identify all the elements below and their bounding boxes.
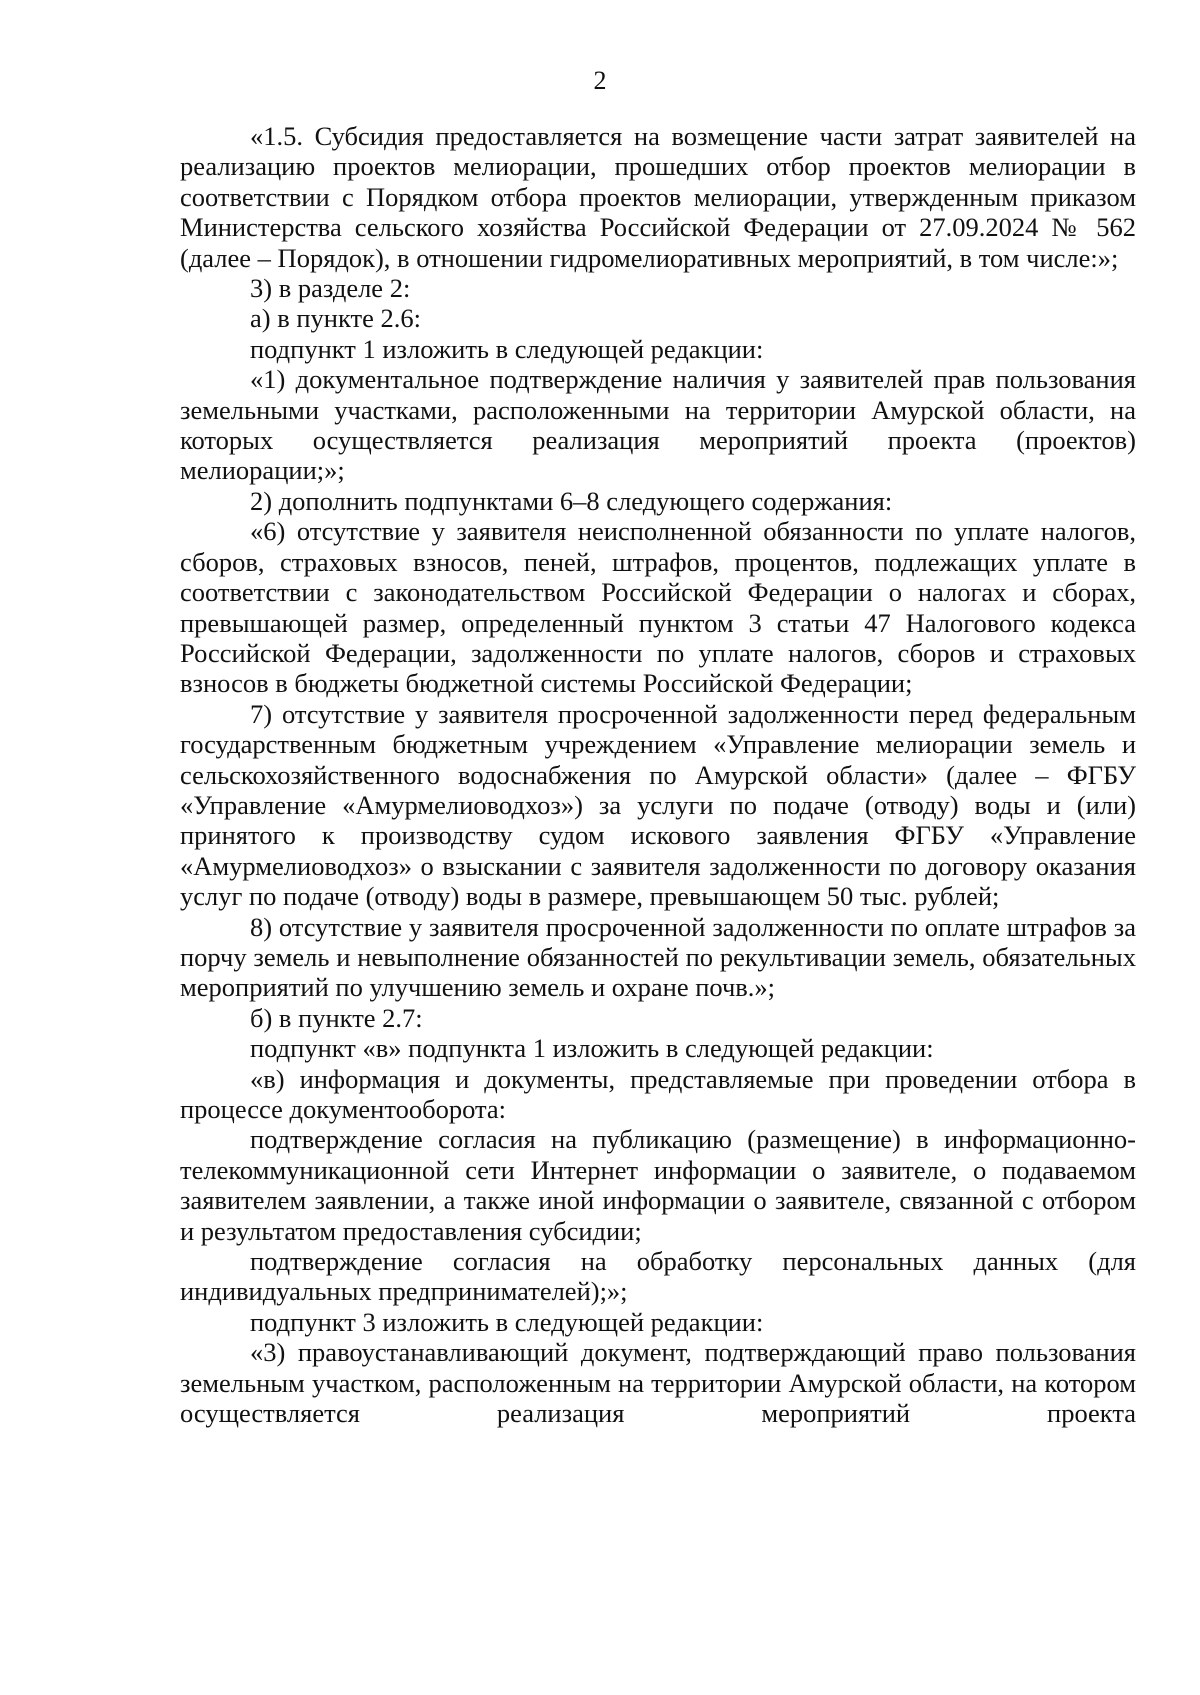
paragraph-subpoint-6: «6) отсутствие у заявителя неисполненной обязанности по уплате налогов, сборов, страховых взносов, пеней, штрафов, процентов, подлежащих уплате в соответствии с законодательством Российской Федерации о налогах и сборах, превышающей размер, определенный пунктом 3 статьи 47 Налогового кодекса Российской Федерации, задолженности по уплате налогов, сборов и страховых взносов в бюджеты бюджетной системы Российской Федерации;: [180, 516, 1136, 699]
paragraph-subpoint-3-edit: подпункт 3 изложить в следующей редакции:: [250, 1306, 764, 1337]
page-number: 2: [593, 66, 607, 95]
paragraph-publication-consent: подтверждение согласия на публикацию (размещение) в информационно-телекоммуникационной сети Интернет информации о заявителе, о подаваемом заявителем заявлении, а также иной информации о заявителе, связанной с отбором и результатом предоставления субсидии;: [180, 1124, 1136, 1246]
paragraph-1-5-subsidy: «1.5. Субсидия предоставляется на возмещение части затрат заявителей на реализацию проектов мелиорации, прошедших отбор проектов мелиорации в соответствии с Порядком отбора проектов мелиорации, утвержденным приказом Министерства сельского хозяйства Российской Федерации от 27.09.2024 № 562 (далее – Порядок), в отношении гидромелиоративных мероприятий, в том числе:»;: [180, 121, 1136, 273]
paragraph-subpoint-v-edit: подпункт «в» подпункта 1 изложить в следующей редакции:: [250, 1033, 934, 1064]
paragraph-subpoint-7: 7) отсутствие у заявителя просроченной задолженности перед федеральным государственным бюджетным учреждением «Управление мелиорации земель и сельскохозяйственного водоснабжения по Амурской области» (далее – ФГБУ «Управление «Амурмелиоводхоз») за услуги по подаче (отводу) воды и (или) принятого к производству судом искового заявления ФГБУ «Управление «Амурмелиоводхоз» о взыскании с заявителя задолженности по договору оказания услуг по подаче (отводу) воды в размере, превышающем 50 тыс. рублей;: [180, 698, 1136, 912]
paragraph-subpoint-3-text: «3) правоустанавливающий документ, подтверждающий право пользования земельным участком, расположенным на территории Амурской области, на котором осуществляется реализация мероприятий проекта: [180, 1337, 1136, 1429]
paragraph-point-2-6: а) в пункте 2.6:: [250, 303, 421, 334]
document-body: [180, 121, 1136, 1428]
paragraph-add-subpoints: 2) дополнить подпунктами 6–8 следующего содержания:: [250, 485, 893, 516]
paragraph-subpoint-1-edit: подпункт 1 изложить в следующей редакции:: [250, 333, 764, 364]
paragraph-personal-data-consent: подтверждение согласия на обработку персональных данных (для индивидуальных предпринимателей);»;: [180, 1246, 1136, 1307]
paragraph-subpoint-1-text: «1) документальное подтверждение наличия у заявителей прав пользования земельными участками, расположенными на территории Амурской области, на которых осуществляется реализация мероприятий проекта (проектов) мелиорации;»;: [180, 364, 1136, 486]
paragraph-subpoint-8: 8) отсутствие у заявителя просроченной задолженности по оплате штрафов за порчу земель и невыполнение обязанностей по рекультивации земель, обязательных мероприятий по улучшению земель и охране почв.»;: [180, 911, 1136, 1003]
paragraph-point-2-7: б) в пункте 2.7:: [250, 1002, 423, 1033]
paragraph-section-2: 3) в разделе 2:: [250, 273, 411, 304]
paragraph-subpoint-v-text: «в) информация и документы, представляемые при проведении отбора в процессе документооборота:: [180, 1063, 1136, 1124]
